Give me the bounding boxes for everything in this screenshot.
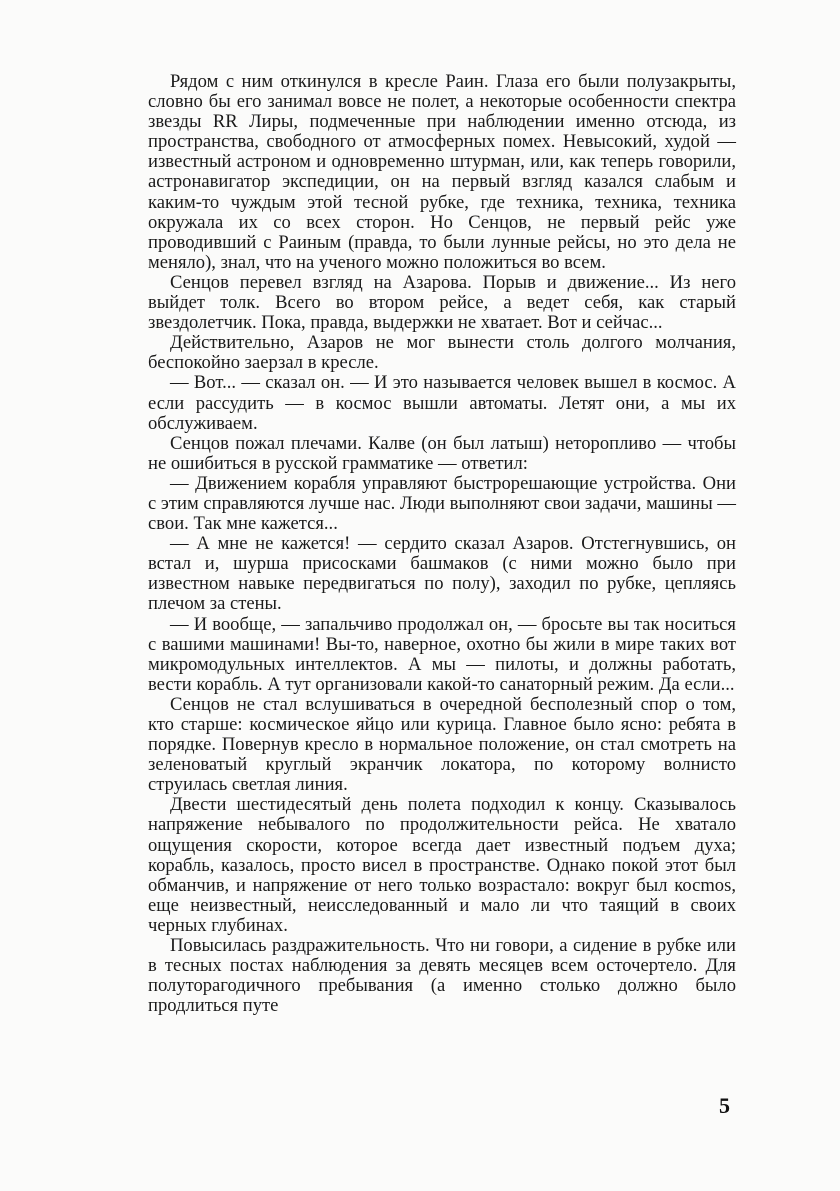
paragraph: — А мне не кажется! — сердито сказал Азаров. Отстегнувшись, он встал и, шурша присосками башмаков (с ними можно было при известном навыке передвигаться по полу), заходил по рубке, цепляясь плечом за стены. bbox=[148, 533, 736, 615]
paragraph: Рядом с ним откинулся в кресле Раин. Глаза его были полузакрыты, словно бы его занимал вовсе не полет, а некоторые особенности спектра звезды RR Лиры, подмеченные при наблюдении именно отсюда, из пространства, свободного от атмосферных помех. Невысокий, худой — известный астроном и одновременно штурман, или, как теперь говорили, астронавигатор экспедиции, он на первый взгляд казался слабым и каким-то чуждым этой тесной рубке, где техника, техника, техника окружала их со всех сторон. Но Сенцов, не первый рейс уже проводивший с Раиным (правда, то были лунные рейсы, но это дела не меняло), знал, что на ученого можно положиться во всем. bbox=[148, 71, 736, 273]
paragraph: — Вот... — сказал он. — И это называется человек вышел в космос. А если рассудить — в космос вышли автоматы. Летят они, а мы их обслуживаем. bbox=[148, 372, 736, 434]
paragraph: Сенцов не стал вслушиваться в очередной бесполезный спор о том, кто старше: космическое яйцо или курица. Главное было ясно: ребята в порядке. Повернув кресло в нормальное положение, он стал смотреть на зеленоватый круглый экранчик локатора, по которому волнисто струилась светлая линия. bbox=[148, 693, 736, 796]
paragraph: Действительно, Азаров не мог вынести столь долгого молчания, беспокойно заерзал в кресле. bbox=[148, 332, 736, 374]
paragraph: Двести шестидесятый день полета подходил к концу. Сказывалось напряжение небывалого по продолжительности рейса. Не хватало ощущения скорости, которое всегда дает известный подъем духа; корабль, казалось, просто висел в пространстве. Однако покой этот был обманчив, и напряжение от него только возрастало: вокруг был косmos, еще неизвестный, неисследованный и мало ли что таящий в своих черных глубинах. bbox=[148, 794, 736, 936]
paragraph: Сенцов перевел взгляд на Азарова. Порыв и движение... Из него выйдет толк. Всего во втором рейсе, а ведет себя, как старый звездолетчик. Пока, правда, выдержки не хватает. Вот и сейчас... bbox=[148, 271, 736, 334]
page-number: 5 bbox=[719, 1093, 730, 1118]
body-text bbox=[148, 72, 736, 1016]
paragraph: — И вообще, — запальчиво продолжал он, — бросьте вы так носиться с вашими машинами! Вы-то, наверное, охотно бы жили в мире таких вот микромодульных интеллектов. А мы — пилоты, и должны работать, вести корабль. А тут организовали какой-то санаторный режим. Да если... bbox=[148, 613, 736, 695]
paragraph: Повысилась раздражительность. Что ни говори, а сидение в рубке или в тесных постах наблюдения за девять месяцев всем осточертело. Для полуторагодичного пребывания (а именно столько должно было продлиться путе bbox=[148, 935, 736, 1017]
paragraph: — Движением корабля управляют быстрорешающие устройства. Они с этим справляются лучше нас. Люди выполняют свои задачи, машины — свои. Так мне кажется... bbox=[148, 472, 736, 535]
paragraph: Сенцов пожал плечами. Калве (он был латыш) неторопливо — чтобы не ошибиться в русской грамматике — ответил: bbox=[148, 432, 736, 474]
